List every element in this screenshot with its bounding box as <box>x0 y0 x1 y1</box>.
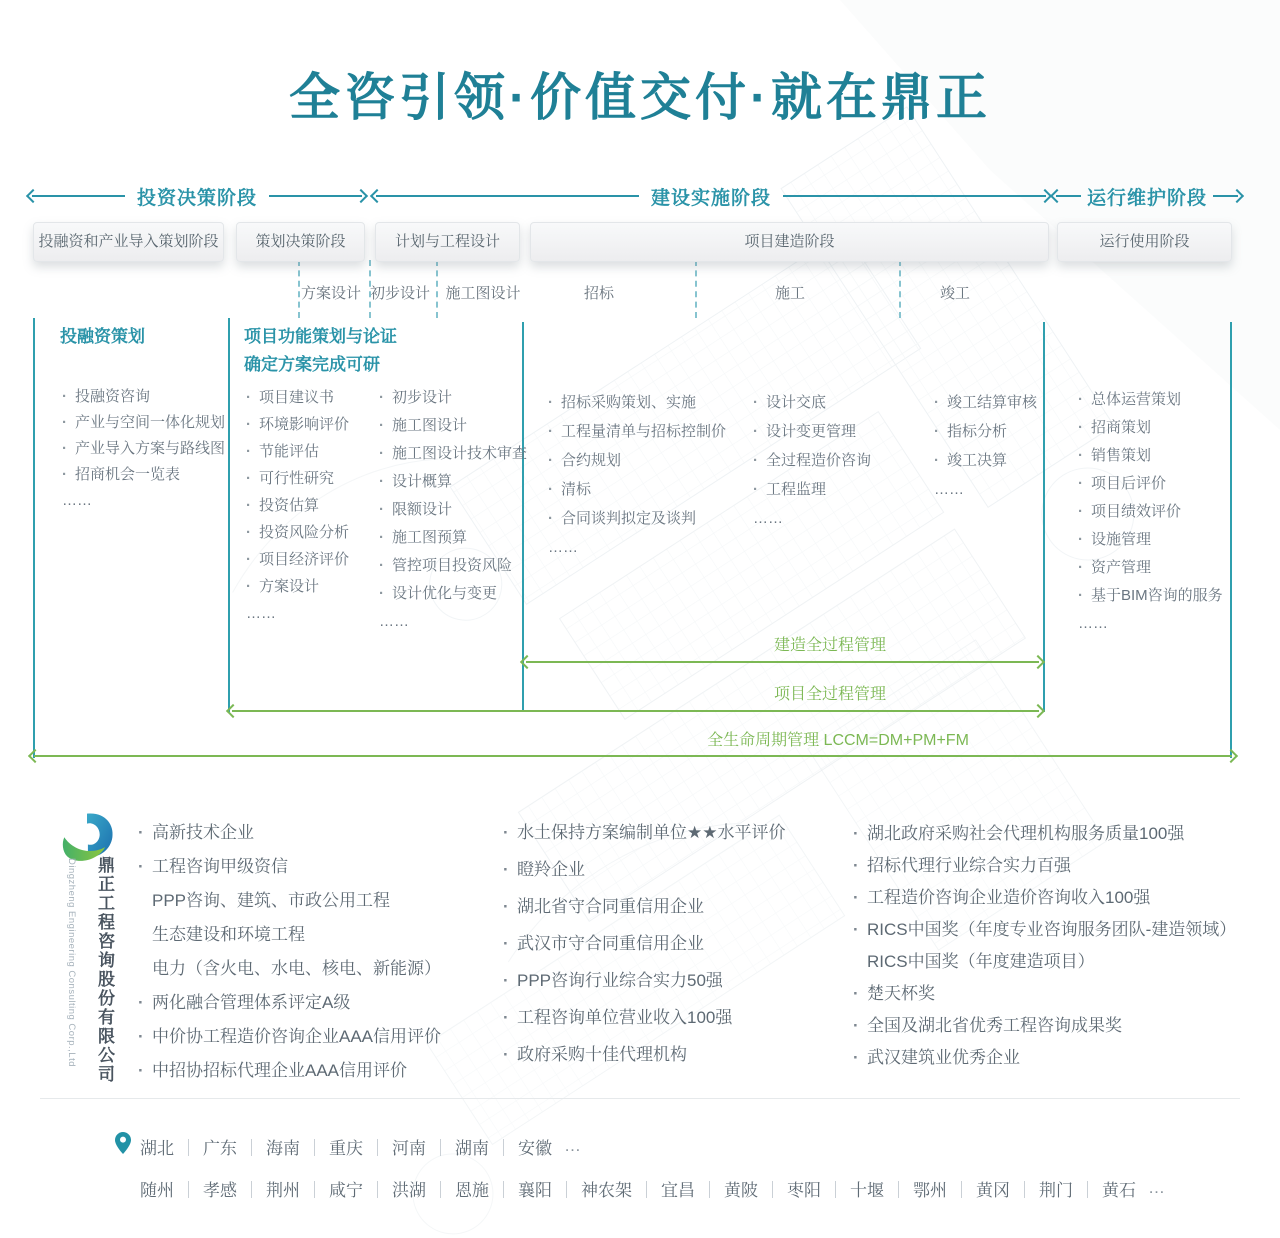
service-item: · 方案设计 <box>246 573 349 600</box>
service-item: · 产业导入方案与路线图 <box>62 436 225 462</box>
province-item: ｜ 广东 <box>174 1134 237 1159</box>
phase-arrow-investment <box>28 184 366 208</box>
service-item: · 清标 <box>548 475 726 504</box>
province-list <box>140 1134 552 1159</box>
column-divider <box>1043 322 1045 712</box>
ellipsis: … <box>1148 1178 1167 1197</box>
arrow-right-icon <box>354 189 368 203</box>
service-item: · 限额设计 <box>379 496 527 524</box>
service-item: · 总体运营策划 <box>1078 386 1223 414</box>
qualification-item: · 全国及湖北省优秀工程咨询成果奖 <box>853 1010 1236 1042</box>
arrow-line <box>376 195 639 197</box>
dashed-divider <box>298 260 300 318</box>
qualification-item: · 中招协招标代理企业AAA信用评价 <box>138 1054 441 1088</box>
arrow-line <box>783 195 1046 197</box>
service-item: …… <box>1078 615 1108 632</box>
province-item: ｜ 重庆 <box>300 1134 363 1159</box>
service-list-design <box>379 384 527 636</box>
management-span-label: 建造全过程管理 <box>773 637 887 654</box>
qualification-item: · 政府采购十佳代理机构 <box>503 1036 785 1073</box>
substage-label: 方案设计 <box>300 285 362 302</box>
qualification-item: 电力（含火电、水电、核电、新能源） <box>152 959 441 978</box>
map-pin-icon <box>115 1132 131 1154</box>
city-item: ｜ 孝感 <box>174 1176 237 1201</box>
service-item: · 合约规划 <box>548 446 726 475</box>
city-item: ｜ 黄陂 <box>695 1176 758 1201</box>
arrow-line <box>32 195 125 197</box>
column-divider <box>33 318 35 758</box>
service-item: · 产业与空间一体化规划 <box>62 410 225 436</box>
substage-label: 招标 <box>583 285 615 302</box>
phase-arrow-operation <box>1052 184 1242 208</box>
qualification-item: · RICS中国奖（年度专业咨询服务团队-建造领域） <box>853 914 1236 946</box>
qualification-item: · 武汉市守合同重信用企业 <box>503 925 785 962</box>
service-item: · 全过程造价咨询 <box>753 446 871 475</box>
arrow-left-icon <box>28 749 42 763</box>
column-divider <box>1230 322 1232 758</box>
column-divider <box>228 318 230 712</box>
city-item: ｜ 黄石 <box>1073 1176 1136 1201</box>
city-item: ｜ 鄂州 <box>884 1176 947 1201</box>
service-item: · 施工图设计 <box>379 412 527 440</box>
service-item: …… <box>62 492 92 509</box>
service-item: · 招商机会一览表 <box>62 462 225 488</box>
arrow-left-icon <box>1050 189 1064 203</box>
company-name-en-vertical: Dingzheng Engineering Consulting Corp.,Ltd <box>66 858 77 1068</box>
city-item: ｜ 枣阳 <box>758 1176 821 1201</box>
service-list-completion <box>934 388 1037 504</box>
arrow-right-icon <box>1230 189 1244 203</box>
ellipsis: … <box>564 1136 583 1155</box>
province-item: ｜ 安徽 <box>489 1134 552 1159</box>
service-item: · 投融资咨询 <box>62 384 225 410</box>
arrow-line <box>232 710 1039 712</box>
stage-box: 运行使用阶段 <box>1057 222 1232 262</box>
qualification-item: RICS中国奖（年度建造项目） <box>867 952 1095 971</box>
service-item: · 项目经济评价 <box>246 546 349 573</box>
city-item: ｜ 洪湖 <box>363 1176 426 1201</box>
management-span-arrow <box>228 706 1043 716</box>
province-item: ｜ 海南 <box>237 1134 300 1159</box>
service-item: · 竣工结算审核 <box>934 388 1037 417</box>
service-item: …… <box>753 510 783 527</box>
qualification-item: · 工程造价咨询企业造价咨询收入100强 <box>853 882 1236 914</box>
stage-box: 计划与工程设计 <box>375 222 520 262</box>
city-item: 随州 <box>140 1180 174 1200</box>
qualification-item: · 水土保持方案编制单位★★水平评价 <box>503 814 785 851</box>
arrow-left-icon <box>370 189 384 203</box>
arrow-left-icon <box>226 704 240 718</box>
service-item: · 管控项目投资风险 <box>379 552 527 580</box>
management-span-label: 全生命周期管理 LCCM=DM+PM+FM <box>707 732 969 749</box>
dashed-divider <box>899 260 901 318</box>
stage-box: 投融资和产业导入策划阶段 <box>33 222 224 262</box>
dashed-divider <box>436 260 438 318</box>
city-item: ｜ 恩施 <box>426 1176 489 1201</box>
province-row <box>140 1134 583 1158</box>
city-item: ｜ 荆州 <box>237 1176 300 1201</box>
service-item: · 设计概算 <box>379 468 527 496</box>
city-list <box>140 1176 1136 1201</box>
service-item: · 合同谈判拟定及谈判 <box>548 504 726 533</box>
province-item: 湖北 <box>140 1138 174 1158</box>
service-item: · 设计变更管理 <box>753 417 871 446</box>
service-list-feasibility <box>246 384 349 627</box>
city-item: ｜ 荆门 <box>1010 1176 1073 1201</box>
service-item: · 竣工决算 <box>934 446 1037 475</box>
column-header: 投融资策划 <box>60 327 145 346</box>
arrow-right-icon <box>1031 655 1045 669</box>
service-item: · 投资风险分析 <box>246 519 349 546</box>
arrow-line <box>269 195 362 197</box>
city-item: ｜ 襄阳 <box>489 1176 552 1201</box>
qualification-list-1 <box>138 816 441 1088</box>
substage-label: 竣工 <box>939 285 971 302</box>
service-item: · 施工图设计技术审查 <box>379 440 527 468</box>
arrow-left-icon <box>520 655 534 669</box>
service-item: · 基于BIM咨询的服务 <box>1078 582 1223 610</box>
service-item: · 招商策划 <box>1078 414 1223 442</box>
arrow-left-icon <box>26 189 40 203</box>
service-item: · 环境影响评价 <box>246 411 349 438</box>
qualification-item: · 招标代理行业综合实力百强 <box>853 850 1236 882</box>
service-item: · 工程监理 <box>753 475 871 504</box>
qualification-item: · 中价协工程造价咨询企业AAA信用评价 <box>138 1020 441 1054</box>
service-item: · 可行性研究 <box>246 465 349 492</box>
substage-label: 初步设计 <box>369 285 431 302</box>
qualification-item: · 高新技术企业 <box>138 816 441 850</box>
qualification-item: · PPP咨询行业综合实力50强 <box>503 962 785 999</box>
service-item: · 项目建议书 <box>246 384 349 411</box>
service-item: · 指标分析 <box>934 417 1037 446</box>
service-item: · 设计优化与变更 <box>379 580 527 608</box>
city-item: ｜ 十堰 <box>821 1176 884 1201</box>
province-item: ｜ 湖南 <box>426 1134 489 1159</box>
province-item: ｜ 河南 <box>363 1134 426 1159</box>
column-header: 确定方案完成可研 <box>244 355 380 374</box>
city-item: ｜ 黄冈 <box>947 1176 1010 1201</box>
stage-box: 策划决策阶段 <box>236 222 365 262</box>
city-item: ｜ 宜昌 <box>632 1176 695 1201</box>
city-item: ｜ 神农架 <box>552 1176 632 1201</box>
service-item: · 设计交底 <box>753 388 871 417</box>
arrow-right-icon <box>1224 749 1238 763</box>
page-title: 全咨引领·价值交付·就在鼎正 <box>289 69 991 126</box>
service-item: · 设施管理 <box>1078 526 1223 554</box>
substage-label: 施工 <box>774 285 806 302</box>
service-item: · 工程量清单与招标控制价 <box>548 417 726 446</box>
service-item: …… <box>379 613 409 630</box>
qualification-item: · 楚天杯奖 <box>853 978 1236 1010</box>
service-item: · 初步设计 <box>379 384 527 412</box>
arrow-right-icon <box>1031 704 1045 718</box>
service-item: · 施工图预算 <box>379 524 527 552</box>
qualification-list-3 <box>853 818 1236 1074</box>
qualification-item: · 工程咨询甲级资信 <box>138 850 441 884</box>
service-list-operation <box>1078 386 1223 638</box>
phase-label: 投资决策阶段 <box>137 187 258 209</box>
service-list-investment <box>62 384 225 514</box>
city-row <box>140 1176 1167 1200</box>
dashed-divider <box>695 260 697 318</box>
city-item: ｜ 咸宁 <box>300 1176 363 1201</box>
arrow-line <box>34 755 1232 757</box>
management-span-arrow <box>30 751 1236 761</box>
column-header: 项目功能策划与论证 <box>244 327 397 346</box>
phase-label: 运行维护阶段 <box>1087 187 1208 209</box>
management-span-label: 项目全过程管理 <box>773 686 887 703</box>
qualification-item: · 瞪羚企业 <box>503 851 785 888</box>
qualification-item: · 湖北政府采购社会代理机构服务质量100强 <box>853 818 1236 850</box>
service-item: …… <box>246 605 276 622</box>
service-list-bidding <box>548 388 726 562</box>
qualification-item: · 两化融合管理体系评定A级 <box>138 986 441 1020</box>
service-item: · 项目绩效评价 <box>1078 498 1223 526</box>
service-item: · 项目后评价 <box>1078 470 1223 498</box>
stage-box: 项目建造阶段 <box>530 222 1049 262</box>
service-item: · 销售策划 <box>1078 442 1223 470</box>
phase-arrow-construction <box>372 184 1050 208</box>
substage-label: 施工图设计 <box>445 285 521 302</box>
phase-label: 建设实施阶段 <box>651 187 772 209</box>
qualification-item: 生态建设和环境工程 <box>152 925 305 944</box>
service-item: …… <box>934 481 964 498</box>
service-item: · 节能评估 <box>246 438 349 465</box>
management-span-arrow <box>522 657 1043 667</box>
company-name-vertical: 鼎正工程咨询股份有限公司 <box>95 856 114 1084</box>
service-item: · 资产管理 <box>1078 554 1223 582</box>
service-item: …… <box>548 539 578 556</box>
service-list-construction <box>753 388 871 533</box>
service-item: · 投资估算 <box>246 492 349 519</box>
qualification-item: PPP咨询、建筑、市政公用工程 <box>152 891 391 910</box>
qualification-item: · 工程咨询单位营业收入100强 <box>503 999 785 1036</box>
service-item: · 招标采购策划、实施 <box>548 388 726 417</box>
section-divider <box>40 1098 1240 1099</box>
qualification-item: · 湖北省守合同重信用企业 <box>503 888 785 925</box>
arrow-line <box>526 661 1039 663</box>
qualification-item: · 武汉建筑业优秀企业 <box>853 1042 1236 1074</box>
qualification-list-2 <box>503 814 785 1073</box>
